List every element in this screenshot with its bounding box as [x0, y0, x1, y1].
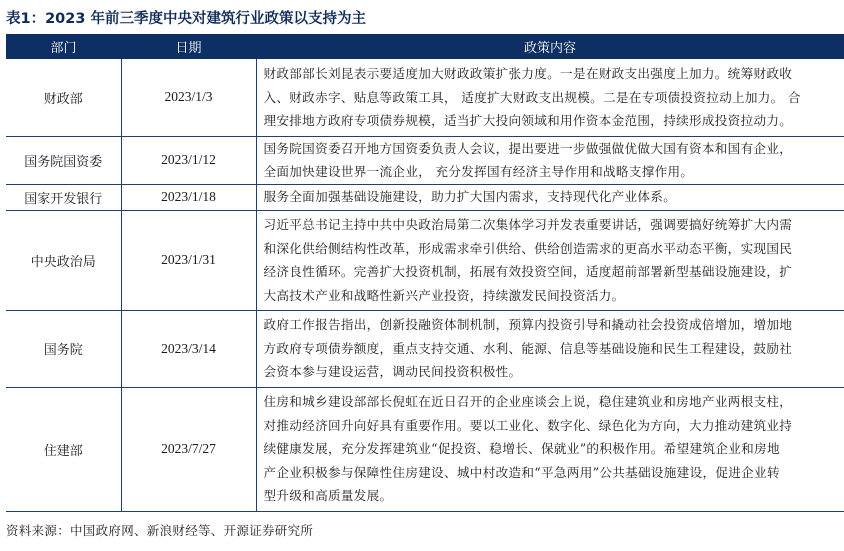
row-dept: 财政部: [6, 59, 121, 136]
row-content: [256, 310, 844, 387]
table-row: [6, 59, 844, 136]
header-dept: 部门: [6, 34, 121, 59]
content-line: 政府工作报告指出，创新投融资体制机制，预算内投资引导和撬动社会投资成倍增加，增加地: [263, 317, 793, 333]
row-dept: 国务院: [6, 310, 121, 387]
content-line: 方政府专项债券额度，重点支持交通、水利、能源、信息等基础设施和民生工程建设，鼓励社: [263, 340, 793, 356]
table-row: [6, 184, 844, 210]
content-line: 理安排地方政府专项债券规模，适当扩大投向领域和用作资本金范围，持续形成投资拉动力。: [263, 113, 793, 128]
table-row: [6, 310, 844, 387]
content-line: 会资本参与建设运营，调动民间投资积极性。: [263, 364, 522, 380]
content-line: 习近平总书记主持中共中央政治局第二次集体学习并发表重要讲话，强调要搞好统筹扩大内需: [263, 217, 793, 232]
content-line: 国务院国资委召开地方国资委负责人会议，提出要进一步做强做优做大国有资本和国有企业，: [263, 140, 793, 156]
header-date: 日期: [121, 34, 256, 59]
table-header-row: [6, 34, 844, 59]
table-row: [6, 387, 844, 511]
row-date: 2023/1/18: [121, 184, 256, 210]
content-line: 全面加快建设世界一流企业， 充分发挥国有经济主导作用和战略支撑作用。: [263, 164, 694, 179]
content-line: 产企业积极参与保障性住房建设、城中村改造和“平急两用”公共基础设施建设，促进企业转: [263, 464, 780, 480]
row-dept: 中央政治局: [6, 210, 121, 310]
table-row: [6, 210, 844, 310]
content-line: 服务全面加强基础设施建设，助力扩大国内需求，支持现代化产业体系。: [263, 189, 677, 205]
row-dept: 国家开发银行: [6, 184, 121, 210]
content-line: 型升级和高质量发展。: [263, 488, 393, 504]
row-content: [256, 387, 844, 511]
row-date: 2023/1/12: [121, 136, 256, 184]
content-line: 续健康发展，充分发挥建筑业“促投资、稳增长、保就业”的积极作用。希望建筑企业和房地: [263, 441, 780, 457]
content-line: 住房和城乡建设部部长倪虹在近日召开的企业座谈会上说，稳住建筑业和房地产业两根支柱，: [263, 394, 793, 410]
content-line: 财政部部长刘昆表示要适度加大财政政策扩张力度。一是在财政支出强度上加力。统筹财政收: [263, 66, 793, 81]
table-title: 表1：2023 年前三季度中央对建筑行业政策以支持为主: [6, 11, 366, 27]
row-dept: 住建部: [6, 387, 121, 511]
content-line: 对推动经济回升向好具有重要作用。要以工业化、数字化、绿色化为方向，大力推动建筑业持: [263, 417, 793, 433]
row-content: [256, 210, 844, 310]
row-dept: 国务院国资委: [6, 136, 121, 184]
content-line: 经济良性循环。完善扩大投资机制，拓展有效投资空间，适度超前部署新型基础设施建设，扩: [263, 264, 793, 279]
row-date: 2023/1/3: [121, 59, 256, 136]
content-line: 入、财政赤字、贴息等政策工具， 适度扩大财政支出规模。二是在专项债投资拉动上加力。 合: [263, 89, 801, 105]
row-content: [256, 59, 844, 136]
row-date: 2023/7/27: [121, 387, 256, 511]
row-content: [256, 184, 844, 210]
policy-table: [6, 34, 844, 512]
table-row: [6, 136, 844, 184]
header-content: 政策内容: [256, 34, 844, 59]
row-date: 2023/1/31: [121, 210, 256, 310]
source-note: 资料来源：中国政府网、新浪财经等、开源证券研究所: [6, 523, 314, 538]
row-content: [256, 136, 844, 184]
row-date: 2023/3/14: [121, 310, 256, 387]
content-line: 大高技术产业和战略性新兴产业投资，持续激发民间投资活力。: [263, 287, 625, 303]
content-line: 和深化供给侧结构性改革，形成需求牵引供给、供给创造需求的更高水平动态平衡，实现国民: [263, 240, 793, 256]
